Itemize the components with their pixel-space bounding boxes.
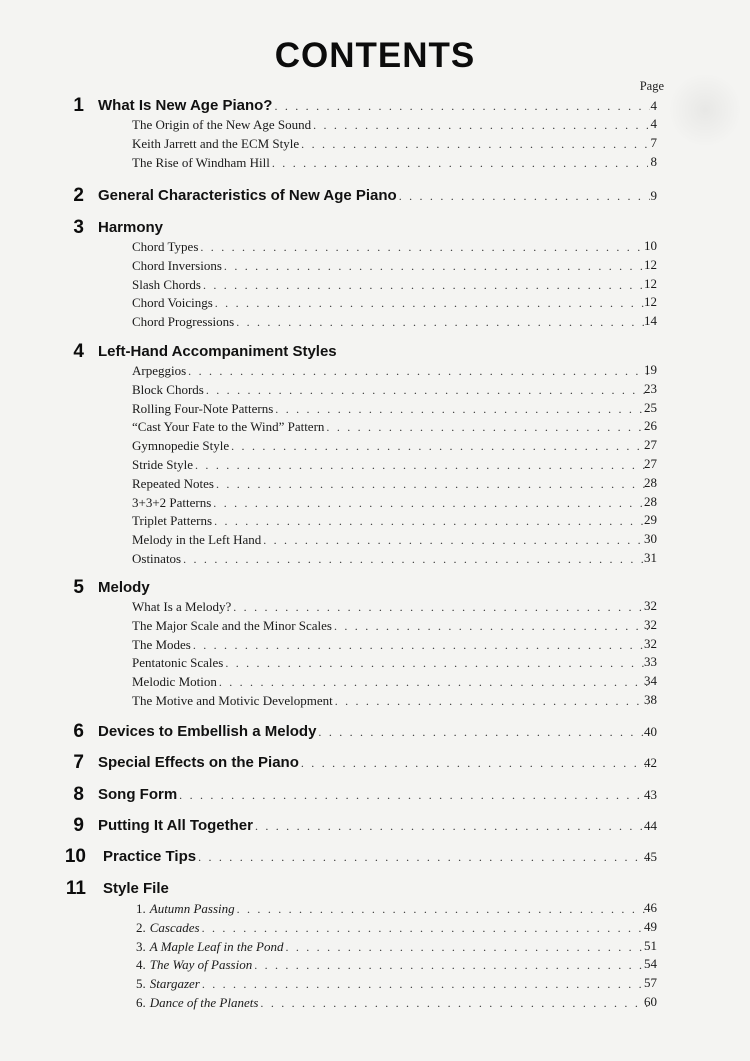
dot-leader [206, 381, 648, 399]
dot-leader [202, 975, 648, 993]
section-title-leader [132, 692, 650, 710]
section-title: Keith Jarrett and the ECM Style [132, 135, 300, 151]
dot-leader [236, 313, 648, 331]
section-row [0, 494, 750, 514]
chapter-row [0, 96, 750, 116]
chapter-title: Devices to Embellish a Melody [98, 723, 317, 740]
section-title-leader [132, 512, 650, 530]
section-title-leader [132, 400, 650, 418]
dot-leader [195, 456, 648, 474]
dot-leader [216, 475, 648, 493]
chapter-number: 9 [73, 815, 84, 836]
chapter-page-number: 44 [644, 818, 657, 833]
section-title: Chord Inversions [132, 257, 222, 273]
section-page-number: 54 [644, 956, 657, 972]
chapter-number: 7 [73, 752, 84, 773]
chapter-title: Song Form [98, 786, 178, 803]
chapter-title-leader [98, 96, 652, 116]
section-title: A Maple Leaf in the Pond [149, 938, 284, 954]
section-page-number: 32 [644, 598, 657, 613]
section-title: Dance of the Planets [149, 995, 259, 1010]
section-title-leader [132, 654, 650, 672]
chapter-row [0, 879, 750, 899]
section-page-number: 8 [650, 153, 657, 169]
dot-leader [301, 753, 650, 773]
section-title: The Way of Passion [149, 957, 253, 973]
section-title: 3+3+2 Patterns [132, 494, 212, 510]
section-title-leader [132, 598, 650, 616]
section-row [0, 437, 750, 457]
dot-leader [263, 531, 648, 549]
chapter-number: 11 [65, 878, 86, 899]
dot-leader [193, 636, 648, 654]
dot-leader [231, 437, 648, 455]
section-title-leader [132, 617, 650, 635]
chapter-title: Practice Tips [103, 848, 197, 865]
section-title: Gymnopedie Style [132, 438, 230, 454]
dot-leader [254, 956, 648, 974]
chapter-page-number: 43 [644, 787, 657, 802]
section-title: Arpeggios [132, 363, 187, 378]
section-page-number: 60 [644, 994, 657, 1009]
chapter-title: Left-Hand Accompaniment Styles [98, 343, 337, 360]
section-title-leader [136, 938, 650, 956]
chapter-title-leader [98, 753, 652, 773]
section-page-number: 23 [644, 380, 657, 396]
section-title: Slash Chords [132, 276, 201, 292]
dot-leader [225, 654, 648, 672]
section-page-number: 7 [650, 134, 657, 150]
section-row [0, 362, 750, 382]
section-title: Autumn Passing [149, 901, 235, 916]
section-title-leader [136, 994, 650, 1012]
section-prefix: 5. [136, 976, 146, 992]
section-row [0, 994, 750, 1014]
chapter-row [0, 816, 750, 836]
section-page-number: 19 [644, 362, 657, 377]
section-title-leader [132, 418, 650, 436]
chapter-number: 2 [73, 185, 84, 206]
chapter-row [0, 722, 750, 742]
section-title-leader [132, 276, 650, 294]
section-title: Ostinatos [132, 551, 182, 566]
section-title: The Modes [132, 636, 191, 652]
section-page-number: 31 [644, 550, 657, 565]
section-row [0, 238, 750, 258]
section-row [0, 276, 750, 296]
section-title-leader [132, 456, 650, 474]
section-title-leader [132, 531, 650, 549]
section-prefix: 1. [136, 901, 146, 916]
dot-leader [203, 276, 648, 294]
chapter-number: 1 [73, 95, 84, 116]
section-row [0, 692, 750, 712]
dot-leader [335, 692, 648, 710]
section-title-leader [132, 437, 650, 455]
section-title: Melodic Motion [132, 674, 217, 690]
section-page-number: 51 [644, 937, 657, 953]
chapter-row [0, 785, 750, 805]
section-title-leader [132, 257, 650, 275]
dot-leader [214, 512, 648, 530]
section-row [0, 313, 750, 333]
section-page-number: 33 [644, 654, 657, 670]
section-title-leader [132, 636, 650, 654]
chapter-title-leader [98, 218, 652, 238]
section-title: Stargazer [149, 976, 200, 992]
section-row [0, 938, 750, 958]
section-prefix: 6. [136, 995, 146, 1010]
section-title: The Major Scale and the Minor Scales [132, 617, 332, 633]
section-title: Chord Progressions [132, 314, 235, 330]
section-page-number: 12 [644, 256, 657, 272]
chapter-page-number: 40 [644, 724, 657, 739]
dot-leader [301, 135, 648, 153]
chapter-title: Special Effects on the Piano [98, 754, 299, 771]
section-row [0, 154, 750, 174]
dot-leader [275, 400, 648, 418]
section-page-number: 28 [644, 493, 657, 509]
dot-leader [198, 847, 650, 867]
section-row [0, 135, 750, 155]
chapter-row [0, 186, 750, 206]
section-page-number: 32 [644, 616, 657, 632]
section-title-leader [132, 294, 650, 312]
section-title-leader [132, 673, 650, 691]
section-prefix: 4. [136, 957, 146, 973]
dot-leader [318, 722, 650, 742]
dot-leader [326, 418, 648, 436]
section-title-leader [132, 362, 650, 380]
section-page-number: 29 [644, 512, 657, 528]
section-title: The Origin of the New Age Sound [132, 117, 312, 132]
chapter-title: What Is New Age Piano? [98, 97, 273, 114]
dot-leader [274, 96, 650, 116]
section-title: Rolling Four-Note Patterns [132, 400, 274, 416]
dot-leader [179, 785, 650, 805]
chapter-title-leader [98, 816, 652, 836]
section-title-leader [132, 550, 650, 568]
dot-leader [237, 900, 648, 918]
dot-leader [334, 617, 648, 635]
dot-leader [188, 362, 648, 380]
chapter-page-number: 42 [644, 755, 657, 770]
section-title: Stride Style [132, 457, 194, 472]
section-title: Chord Types [132, 239, 199, 254]
chapter-title-leader [103, 879, 652, 899]
chapter-row [0, 342, 750, 362]
section-title-leader [132, 494, 650, 512]
dot-leader [255, 816, 650, 836]
dot-leader [219, 673, 648, 691]
section-page-number: 12 [644, 275, 657, 291]
section-title: Repeated Notes [132, 475, 214, 491]
section-row [0, 257, 750, 277]
section-title-leader [136, 919, 650, 937]
section-title-leader [132, 475, 650, 493]
chapter-number: 10 [64, 846, 86, 867]
chapter-title: Putting It All Together [98, 817, 253, 834]
section-row [0, 956, 750, 976]
section-page-number: 46 [644, 900, 657, 915]
chapter-page-number: 9 [650, 188, 657, 203]
section-page-number: 34 [644, 673, 657, 689]
dot-leader [213, 494, 648, 512]
section-row [0, 512, 750, 532]
section-row [0, 531, 750, 551]
chapter-number: 6 [73, 721, 84, 742]
chapter-number: 5 [73, 577, 84, 598]
section-row [0, 400, 750, 420]
chapter-title: Melody [98, 579, 150, 596]
section-title-leader [136, 956, 650, 974]
section-title: The Rise of Windham Hill [132, 154, 270, 170]
dot-leader [200, 238, 648, 256]
dot-leader [260, 994, 648, 1012]
section-prefix: 3. [136, 938, 146, 954]
section-page-number: 57 [644, 975, 657, 991]
section-title-leader [132, 381, 650, 399]
chapter-page-number: 45 [644, 849, 657, 864]
chapter-row [0, 753, 750, 773]
section-title-leader [136, 975, 650, 993]
dot-leader [233, 598, 648, 616]
section-row [0, 975, 750, 995]
section-row [0, 381, 750, 401]
page-title: CONTENTS [274, 36, 476, 75]
dot-leader [272, 154, 648, 172]
dot-leader [215, 294, 648, 312]
chapter-number: 4 [73, 341, 84, 362]
section-row [0, 475, 750, 495]
section-title-leader [136, 900, 650, 918]
section-page-number: 27 [644, 456, 657, 471]
chapter-title-leader [98, 722, 652, 742]
chapter-title: Style File [103, 880, 169, 897]
section-title: What Is a Melody? [132, 599, 232, 614]
section-row [0, 673, 750, 693]
chapter-title-leader [98, 342, 652, 362]
chapter-title: Harmony [98, 219, 164, 236]
section-title: Triplet Patterns [132, 513, 213, 529]
chapter-title-leader [98, 785, 652, 805]
section-title: Cascades [149, 919, 200, 935]
section-title: Pentatonic Scales [132, 655, 224, 671]
section-page-number: 25 [644, 399, 657, 415]
section-page-number: 49 [644, 918, 657, 934]
chapter-number: 3 [73, 217, 84, 238]
section-row [0, 636, 750, 656]
chapter-title-leader [98, 186, 652, 206]
section-page-number: 30 [644, 531, 657, 547]
section-title: Melody in the Left Hand [132, 532, 262, 548]
section-row [0, 550, 750, 570]
dot-leader [202, 919, 648, 937]
chapter-title-leader [98, 578, 652, 598]
dot-leader [313, 116, 648, 134]
section-row [0, 919, 750, 939]
section-title-leader [132, 238, 650, 256]
section-page-number: 12 [644, 294, 657, 310]
section-title: Chord Voicings [132, 295, 213, 311]
dot-leader [224, 257, 648, 275]
section-row [0, 654, 750, 674]
section-title-leader [132, 116, 650, 134]
section-page-number: 38 [644, 692, 657, 707]
section-page-number: 32 [644, 635, 657, 651]
section-title-leader [132, 135, 650, 153]
section-row [0, 617, 750, 637]
section-row [0, 900, 750, 920]
section-page-number: 28 [644, 474, 657, 490]
section-page-number: 10 [644, 238, 657, 253]
section-row [0, 418, 750, 438]
section-row [0, 116, 750, 136]
section-page-number: 4 [650, 116, 657, 131]
section-page-number: 26 [644, 418, 657, 434]
chapter-row [0, 578, 750, 598]
page-column-header: Page [639, 79, 664, 93]
section-page-number: 14 [644, 313, 657, 329]
section-page-number: 27 [644, 437, 657, 453]
chapter-number: 8 [73, 784, 84, 805]
chapter-row [0, 847, 750, 867]
section-row [0, 598, 750, 618]
section-title-leader [132, 154, 650, 172]
chapter-title-leader [103, 847, 652, 867]
chapter-row [0, 218, 750, 238]
section-title: “Cast Your Fate to the Wind” Pattern [132, 419, 325, 435]
dot-leader [285, 938, 648, 956]
section-prefix: 2. [136, 919, 146, 935]
dot-leader [399, 186, 650, 206]
section-row [0, 294, 750, 314]
dot-leader [183, 550, 648, 568]
section-title-leader [132, 313, 650, 331]
section-title: The Motive and Motivic Development [132, 693, 333, 708]
section-title: Block Chords [132, 381, 204, 397]
section-row [0, 456, 750, 476]
chapter-page-number: 4 [650, 98, 657, 113]
chapter-title: General Characteristics of New Age Piano [98, 187, 397, 204]
